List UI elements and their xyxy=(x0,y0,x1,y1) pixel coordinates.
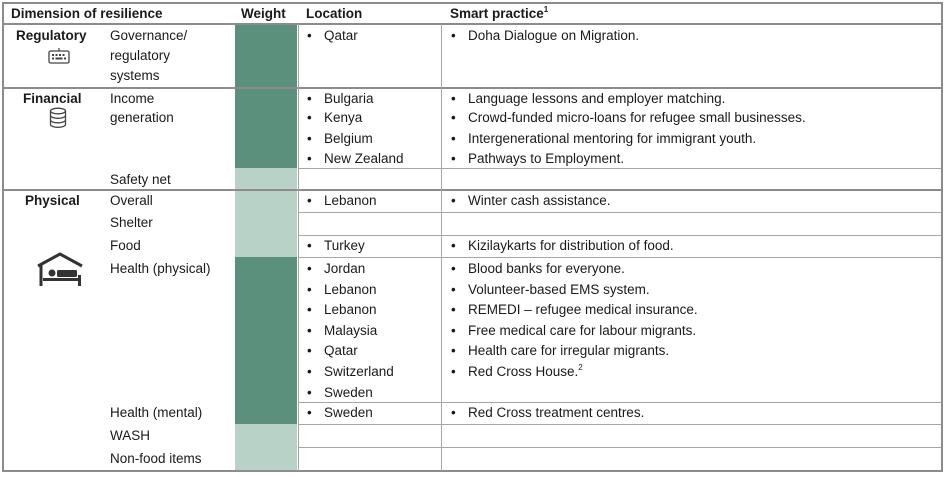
weight-food xyxy=(235,235,297,257)
location-item: • Switzerland xyxy=(324,364,394,379)
subdimension-governance: systems xyxy=(110,68,160,83)
subdimension-overall: Overall xyxy=(110,193,153,208)
subdimension-nonfood: Non-food items xyxy=(110,451,202,466)
category-physical: Physical xyxy=(25,193,80,208)
location-item: • Lebanon xyxy=(324,302,377,317)
location-item: • Bulgaria xyxy=(324,91,374,106)
column-rule xyxy=(941,2,943,471)
practice-item: • Health care for irregular migrants. xyxy=(468,343,669,358)
table-bottom-rule xyxy=(2,470,943,472)
resilience-table xyxy=(2,2,943,471)
practice-item: • Kizilaykarts for distribution of food. xyxy=(468,238,674,253)
header-weight: Weight xyxy=(241,6,286,21)
location-item: • Lebanon xyxy=(324,193,377,208)
row-rule xyxy=(298,235,943,236)
weight-safety-net xyxy=(235,168,297,190)
practice-item: • Pathways to Employment. xyxy=(468,151,624,166)
column-rule xyxy=(298,24,299,471)
row-rule xyxy=(298,424,943,425)
row-rule xyxy=(298,168,943,169)
practice-item-text: Red Cross House. xyxy=(468,364,579,379)
subdimension-income: Income xyxy=(110,91,155,106)
weight-health-physical xyxy=(235,257,297,402)
coins-stack-icon xyxy=(49,107,67,129)
header-dimension: Dimension of resilience xyxy=(11,6,163,21)
bed-shelter-icon xyxy=(35,251,85,287)
row-rule xyxy=(298,212,943,213)
location-item: • Turkey xyxy=(324,238,365,253)
subdimension-safety-net: Safety net xyxy=(110,172,171,187)
weight-regulatory xyxy=(235,24,297,88)
subdimension-shelter: Shelter xyxy=(110,215,153,230)
practice-item: • Free medical care for labour migrants. xyxy=(468,323,696,338)
row-rule xyxy=(298,402,943,403)
footnote-mark: 2 xyxy=(578,362,583,372)
practice-item: • Crowd-funded micro-loans for refugee small businesses. xyxy=(468,110,806,125)
practice-item: • Winter cash assistance. xyxy=(468,193,611,208)
weight-shelter xyxy=(235,212,297,235)
practice-item: • Volunteer-based EMS system. xyxy=(468,282,650,297)
subdimension-health-mental: Health (mental) xyxy=(110,405,203,420)
location-item: • Belgium xyxy=(324,131,373,146)
column-rule xyxy=(441,24,442,471)
practice-item: • Language lessons and employer matching. xyxy=(468,91,725,106)
category-regulatory: Regulatory xyxy=(16,28,87,43)
row-rule xyxy=(298,447,943,448)
subdimension-wash: WASH xyxy=(110,428,150,443)
weight-nonfood xyxy=(235,447,297,471)
weight-income-generation xyxy=(235,88,297,168)
weight-health-mental xyxy=(235,402,297,424)
section-rule xyxy=(2,189,943,191)
category-financial: Financial xyxy=(23,91,82,106)
header-rule xyxy=(2,23,943,25)
location-item: • Jordan xyxy=(324,261,365,276)
location-item: • Qatar xyxy=(324,28,358,43)
location-item: • Malaysia xyxy=(324,323,377,338)
location-item: • Sweden xyxy=(324,405,373,420)
header-practice-text: Smart practice xyxy=(450,6,544,21)
location-item: • Kenya xyxy=(324,110,362,125)
row-rule xyxy=(298,257,943,258)
section-rule xyxy=(2,87,943,89)
keyboard-icon xyxy=(48,48,70,64)
location-item: • New Zealand xyxy=(324,151,404,166)
subdimension-governance: regulatory xyxy=(110,48,171,63)
header-smart-practice xyxy=(450,6,548,21)
weight-overall xyxy=(235,190,297,212)
practice-item: • Blood banks for everyone. xyxy=(468,261,625,276)
location-item: • Qatar xyxy=(324,343,358,358)
table-top-rule xyxy=(2,2,943,4)
subdimension-governance: Governance/ xyxy=(110,28,188,43)
practice-item xyxy=(468,364,583,379)
practice-item: • Red Cross treatment centres. xyxy=(468,405,644,420)
practice-item: • Intergenerational mentoring for immigrant youth. xyxy=(468,131,756,146)
subdimension-income: generation xyxy=(110,110,174,125)
location-item: • Lebanon xyxy=(324,282,377,297)
subdimension-health-physical: Health (physical) xyxy=(110,261,211,276)
header-footnote-mark: 1 xyxy=(543,4,549,14)
practice-item: • REMEDI – refugee medical insurance. xyxy=(468,302,698,317)
practice-item: • Doha Dialogue on Migration. xyxy=(468,28,639,43)
subdimension-food: Food xyxy=(110,238,141,253)
weight-wash xyxy=(235,424,297,447)
column-rule xyxy=(2,2,4,471)
location-item: • Sweden xyxy=(324,385,373,400)
header-location: Location xyxy=(306,6,363,21)
